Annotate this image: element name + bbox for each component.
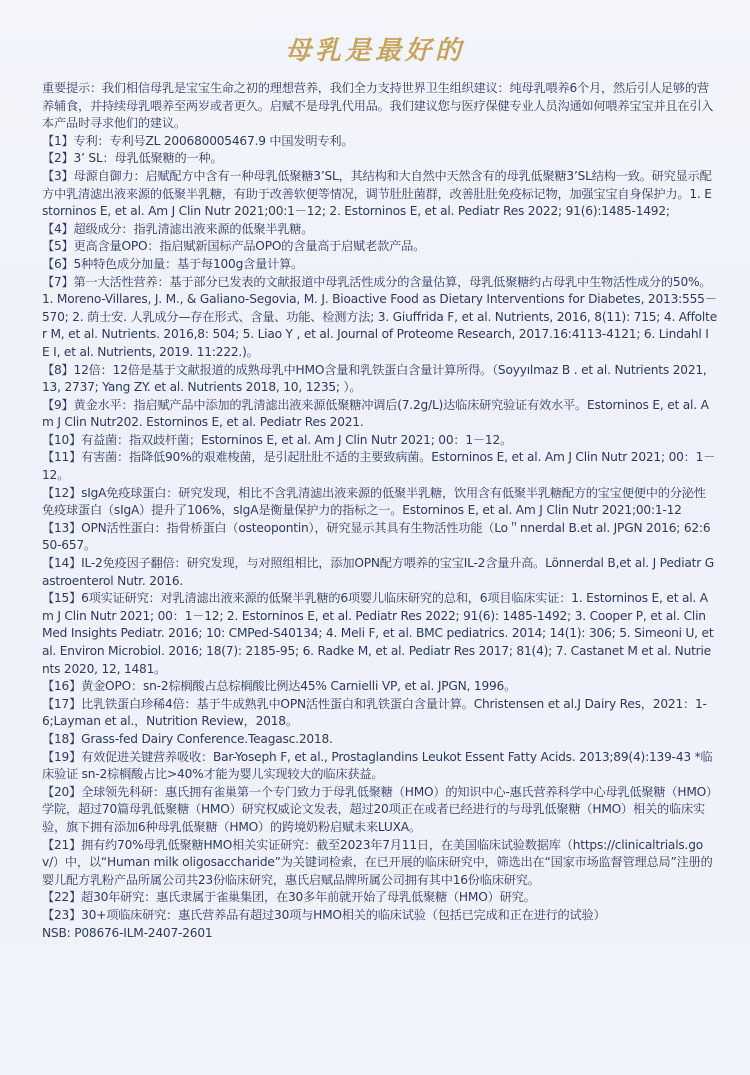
reference-item: 【19】有效促进关键营养吸收：Bar-Yoseph F, et al., Prostaglandins Leukot Essent Fatty Acids. 2013;89(4):139-43 *临床验证 sn-2棕榈酸占比>40%才能为婴儿实现较大的临床获益。 bbox=[42, 749, 713, 782]
reference-item: 【15】6项实证研究：对乳清滤出液来源的低聚半乳糖的6项婴儿临床研究的总和，6项目临床实证：1. Estorninos E, et al. Am J Clin Nutr 2021; 00：1－12; 2. Estorninos E, et al. Pediatr Res 2022; 91(6): 1485-1492; 3. Cooper P, et al. Clin Med Insights Pediatr. 2016; 10: CMPed-S40134; 4. Meli F, et al. BMC pediatrics. 2014; 14(1): 306; 5. Simeoni U, et al. Environ Microbiol. 2016; 18(7): 2185-95; 6. Radke M, et al. Pediatr Res 2017; 81(4); 7. Castanet M et al. Nutrients 2020, 12, 1481。 bbox=[42, 591, 714, 676]
reference-item: 【12】sIgA免疫球蛋白：研究发现，相比不含乳清滤出液来源的低聚半乳糖，饮用含有低聚半乳糖配方的宝宝便便中的分泌性免疫球蛋白（sIgA）提升了106%，sIgA是衡量保护力的指标之一。Estorninos E, et al. Am J Clin Nutr 2021;00:1-12 bbox=[42, 485, 706, 518]
reference-item: 【17】比乳铁蛋白珍稀4倍：基于牛成熟乳中OPN活性蛋白和乳铁蛋白含量计算。Christensen et al.J Dairy Res，2021：1-6;Layman et al.，Nutrition Review，2018。 bbox=[42, 696, 707, 729]
reference-item: 【14】IL-2免疫因子翻倍：研究发现，与对照组相比，添加OPN配方喂养的宝宝IL-2含量升高。Lönnerdal B,et al. J Pediatr Gastroenterol Nutr. 2016. bbox=[42, 556, 714, 588]
reference-item: 【1】专利：专利号ZL 200680005467.9 中国发明专利。 bbox=[42, 133, 354, 148]
reference-item: 【8】12倍：12倍是基于文献报道的成熟母乳中HMO含量和乳铁蛋白含量计算所得。（Soyyılmaz B . et al. Nutrients 2021, 13, 2737; Yang ZY. et al. Nutrients 2018, 10, 1235; ）。 bbox=[42, 362, 707, 395]
reference-item: 【13】OPN活性蛋白：指骨桥蛋白（osteopontin），研究显示其具有生物活性功能（Lo＂nnerdal B.et al. JPGN 2016; 62:650-657。 bbox=[42, 520, 711, 553]
reference-item: 【10】有益菌：指双歧杆菌；Estorninos E, et al. Am J Clin Nutr 2021; 00：1－12。 bbox=[42, 432, 513, 447]
nsb-code: NSB: P08676-ILM-2407-2601 bbox=[42, 925, 213, 940]
reference-item: 【7】第一大活性营养：基于部分已发表的文献报道中母乳活性成分的含量估算，母乳低聚糖约占母乳中生物活性成分的50%。1. Moreno-Villares, J. M., & Galiano-Segovia, M. J. Bioactive Food as Dietary Interventions for Diabetes, 2013:555－570; 2. 荫士安. 人乳成分—存在形式、含量、功能、检测方法; 3. Giuffrida F, et al. Nutrients, 2016, 8(11): 715; 4. Affolter M, et al. Nutrients. 2016,8: 504; 5. Liao Y , et al. Journal of Proteome Research, 2017.16:4113-4121; 6. Lindahl I E I, et al. Nutrients, 2019. 11:222.)。 bbox=[42, 274, 717, 359]
important-notice: 重要提示：我们相信母乳是宝宝生命之初的理想营养，我们全力支持世界卫生组织建议：纯母乳喂养6个月，然后引人足够的营养辅食，并持续母乳喂养至两岁或者更久。启赋不是母乳代用品。我们建议您与医疗保健专业人员沟通如何喂养宝宝并且在引入本产品时寻求他们的建议。 bbox=[42, 81, 714, 131]
reference-item: 【16】黄金OPO：sn-2棕榈酸占总棕榈酸比例达45% Carnielli VP, et al. JPGN, 1996。 bbox=[42, 679, 517, 694]
reference-item: 【11】有害菌：指降低90%的艰难梭菌，是引起肚肚不适的主要致病菌。Estorninos E, et al. Am J Clin Nutr 2021; 00：1－12。 bbox=[42, 450, 716, 483]
reference-item: 【22】超30年研究：惠氏隶属于雀巢集团，在30多年前就开始了母乳低聚糖（HMO）研究。 bbox=[42, 890, 536, 905]
reference-item: 【5】更高含量OPO：指启赋新国标产品OPO的含量高于启赋老款产品。 bbox=[42, 239, 426, 254]
reference-list bbox=[42, 133, 717, 925]
document-body bbox=[42, 80, 717, 942]
reference-item: 【20】全球领先科研：惠氏拥有雀巢第一个专门致力于母乳低聚糖（HMO）的知识中心-惠氏营养科学中心母乳低聚糖（HMO）学院，超过70篇母乳低聚糖（HMO）研究权威论文发表，超过20项正在或者已经进行的与母乳低聚糖（HMO）相关的临床实验，旗下拥有添加6种母乳低聚糖（HMO）的跨境奶粉启赋未来LUXA。 bbox=[42, 784, 712, 834]
reference-item: 【18】Grass-fed Dairy Conference.Teagasc.2018. bbox=[42, 731, 333, 746]
page-title: 母乳是最好的 bbox=[284, 36, 465, 66]
reference-item: 【21】拥有约70%母乳低聚糖HMO相关实证研究：截至2023年7月11日，在美国临床试验数据库（https://clinicaltrials.gov/）中，以“Human milk oligosaccharide”为关键词检索，在已开展的临床研究中，筛选出在“国家市场监督管理总局”注册的婴儿配方乳粉产品所属公司共23份临床研究，惠氏启赋品牌所属公司拥有其中16份临床研究。 bbox=[42, 837, 713, 887]
reference-item: 【9】黄金水平：指启赋产品中添加的乳清滤出液来源低聚糖冲调后(7.2g/L)达临床研究验证有效水平。Estorninos E, et al. Am J Clin Nutr202. Estorninos E, et al. Pediatr Res 2021. bbox=[42, 397, 709, 430]
reference-item: 【3】母源自御力：启赋配方中含有一种母乳低聚糖3’SL，其结构和大自然中天然含有的母乳低聚糖3’SL结构一致。研究显示配方中乳清滤出液来源的低聚半乳糖，有助于改善软便等情况，调节肚肚菌群，改善肚肚免疫标记物，加强宝宝自身保护力。1. Estorninos E, et al. Am J Clin Nutr 2021;00:1－12; 2. Estorninos E, et al. Pediatr Res 2022; 91(6):1485-1492; bbox=[42, 168, 712, 219]
reference-item: 【23】30+项临床研究：惠氏营养品有超过30项与HMO相关的临床试验（包括已完成和正在进行的试验） bbox=[42, 907, 606, 922]
reference-item: 【6】5种特色成分加量：基于每100g含量计算。 bbox=[42, 256, 304, 271]
reference-item: 【4】超级成分：指乳清滤出液来源的低聚半乳糖。 bbox=[42, 221, 314, 236]
reference-item: 【2】3’ SL：母乳低聚糖的一种。 bbox=[42, 151, 223, 166]
